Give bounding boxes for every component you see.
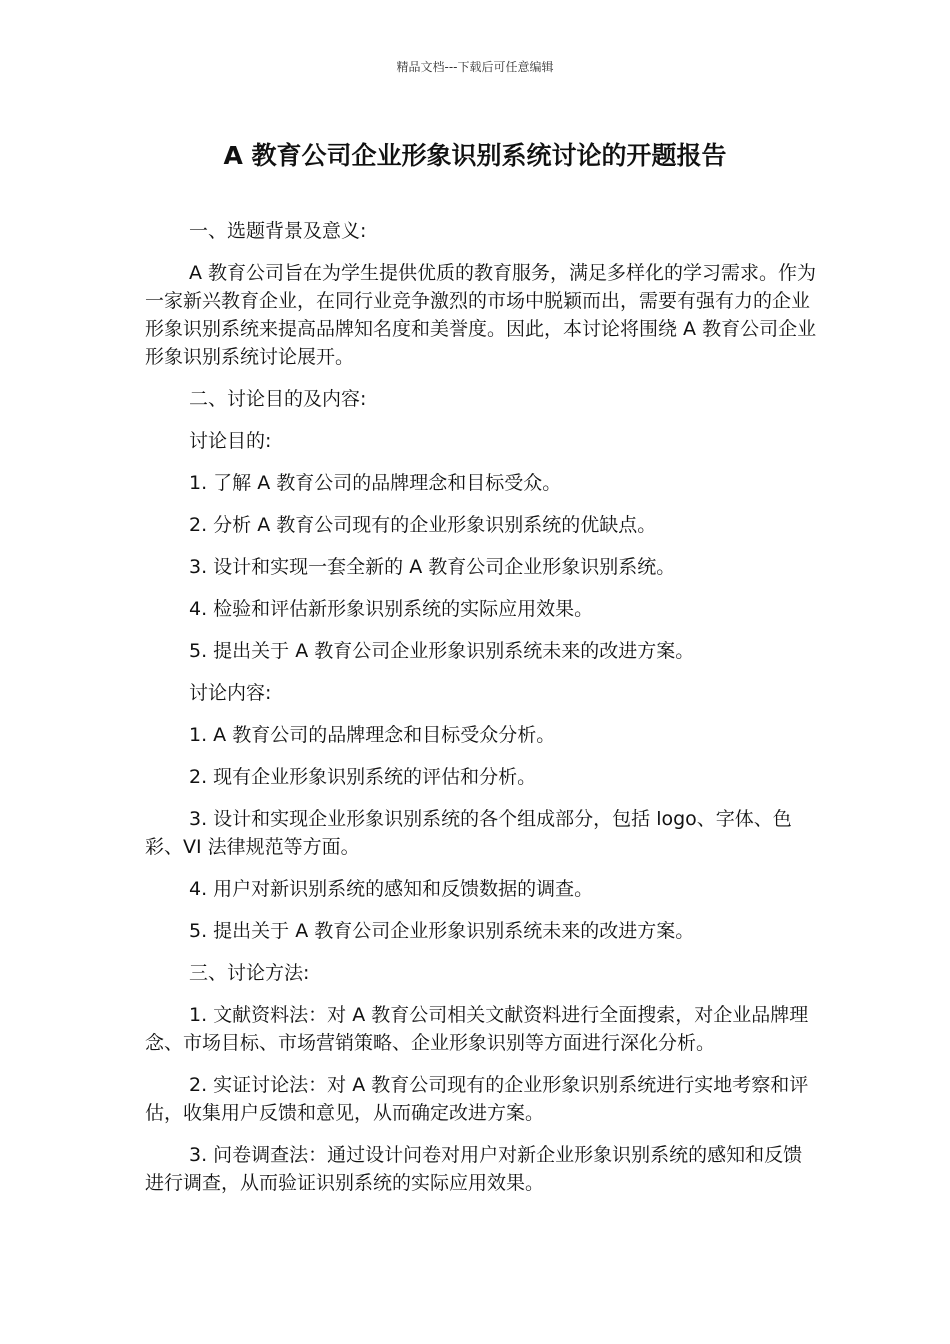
- paragraph-background: A 教育公司旨在为学生提供优质的教育服务，满足多样化的学习需求。作为一家新兴教育企业，在同行业竞争激烈的市场中脱颖而出，需要有强有力的企业形象识别系统来提高品牌知名度和美誉度。因此，本讨论将围绕 A 教育公司企业形象识别系统讨论展开。: [145, 262, 817, 368]
- goal-item-3: 3. 设计和实现一套全新的 A 教育公司企业形象识别系统。: [189, 556, 676, 578]
- content-item-2: 2. 现有企业形象识别系统的评估和分析。: [189, 766, 537, 788]
- method-item-2: 2. 实证讨论法：对 A 教育公司现有的企业形象识别系统进行实地考察和评估，收集用户反馈和意见，从而确定改进方案。: [145, 1074, 809, 1124]
- method-item-3: 3. 问卷调查法：通过设计问卷对用户对新企业形象识别系统的感知和反馈进行调查，从而验证识别系统的实际应用效果。: [145, 1144, 803, 1194]
- section-heading-goals-content: 二、讨论目的及内容:: [189, 388, 367, 410]
- method-item-1: 1. 文献资料法：对 A 教育公司相关文献资料进行全面搜索，对企业品牌理念、市场目标、市场营销策略、企业形象识别等方面进行深化分析。: [145, 1004, 809, 1054]
- content-item-3: 3. 设计和实现企业形象识别系统的各个组成部分，包括 logo、字体、色彩、VI 法律规范等方面。: [145, 808, 792, 858]
- goal-item-1: 1. 了解 A 教育公司的品牌理念和目标受众。: [189, 472, 562, 494]
- goal-item-2: 2. 分析 A 教育公司现有的企业形象识别系统的优缺点。: [189, 514, 657, 536]
- content-item-5: 5. 提出关于 A 教育公司企业形象识别系统未来的改进方案。: [189, 920, 695, 942]
- document-title: A 教育公司企业形象识别系统讨论的开题报告: [223, 141, 727, 170]
- content-item-1: 1. A 教育公司的品牌理念和目标受众分析。: [189, 724, 556, 746]
- document-body: [145, 217, 817, 1211]
- subheading-content: 讨论内容:: [189, 682, 272, 704]
- goal-item-4: 4. 检验和评估新形象识别系统的实际应用效果。: [189, 598, 594, 620]
- header-note: 精品文档---下载后可任意编辑: [396, 60, 554, 74]
- section-heading-methods: 三、讨论方法:: [189, 962, 310, 984]
- subheading-goals: 讨论目的:: [189, 430, 272, 452]
- section-heading-background: 一、选题背景及意义:: [189, 220, 367, 242]
- content-item-4: 4. 用户对新识别系统的感知和反馈数据的调查。: [189, 878, 594, 900]
- goal-item-5: 5. 提出关于 A 教育公司企业形象识别系统未来的改进方案。: [189, 640, 695, 662]
